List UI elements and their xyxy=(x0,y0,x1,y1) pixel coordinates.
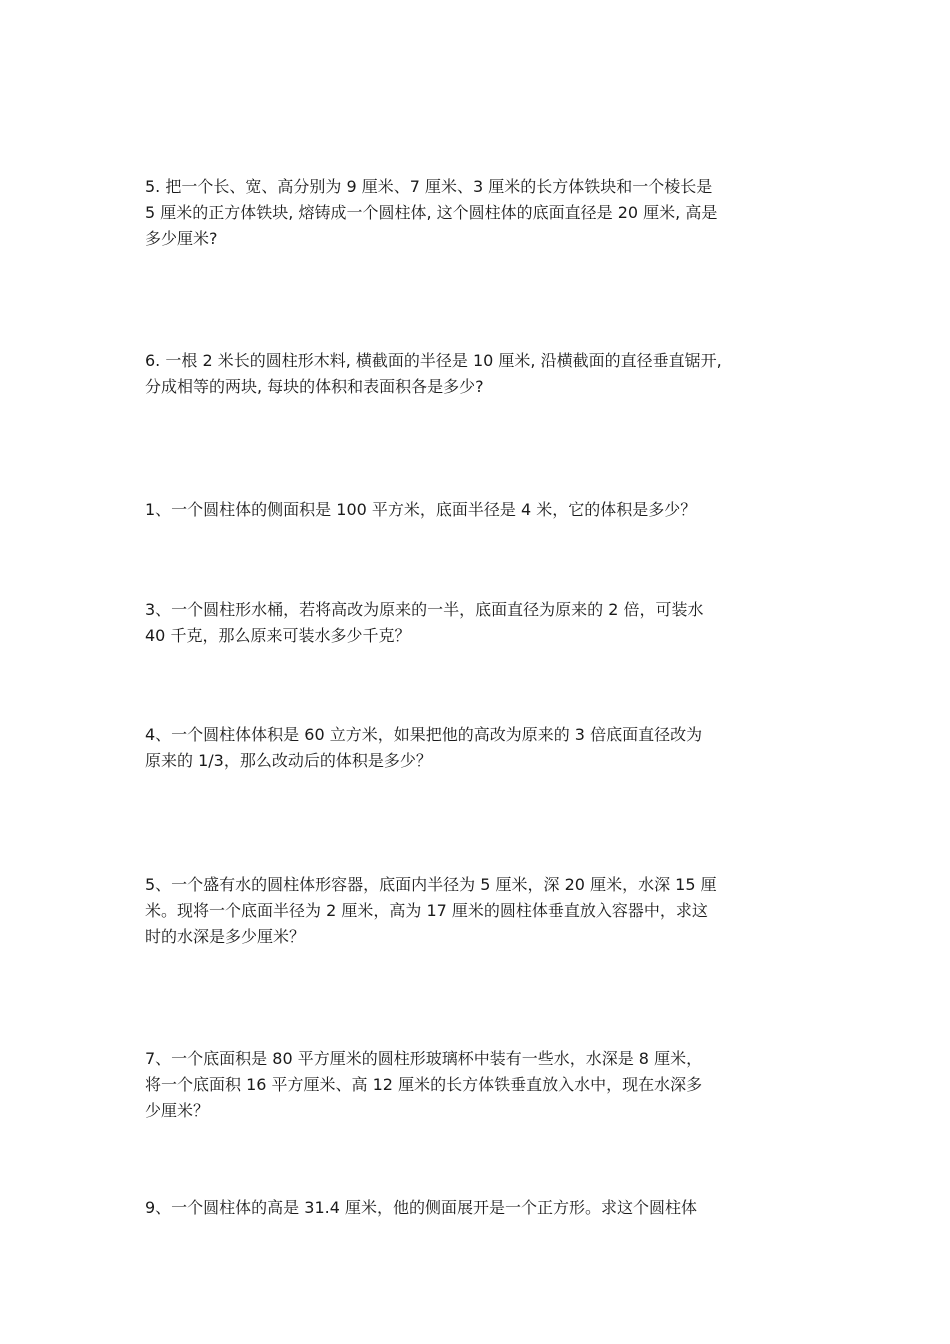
problem-line: 1、一个圆柱体的侧面积是 100 平方米，底面半径是 4 米，它的体积是多少？ xyxy=(145,500,697,519)
problem-line: 5、一个盛有水的圆柱体形容器，底面内半径为 5 厘米，深 20 厘米，水深 15 厘 xyxy=(145,875,717,894)
problem-4-changed-volume xyxy=(145,722,810,774)
problem-line: 少厘米？ xyxy=(145,1101,210,1120)
problem-line: 9、一个圆柱体的高是 31.4 厘米，他的侧面展开是一个正方形。求这个圆柱体 xyxy=(145,1198,697,1217)
problem-line: 米。现将一个底面半径为 2 厘米，高为 17 厘米的圆柱体垂直放入容器中，求这 xyxy=(145,901,708,920)
problem-line: 7、一个底面积是 80 平方厘米的圆柱形玻璃杯中装有一些水，水深是 8 厘米， xyxy=(145,1049,703,1068)
problem-line: 5. 把一个长、宽、高分别为 9 厘米、7 厘米、3 厘米的长方体铁块和一个棱长是 xyxy=(145,177,713,196)
problem-1-cylinder-volume xyxy=(145,497,810,523)
problem-line: 时的水深是多少厘米？ xyxy=(145,927,306,946)
problem-5-iron-casting xyxy=(145,174,810,252)
problem-line: 多少厘米? xyxy=(145,229,218,248)
problem-line: 将一个底面积 16 平方厘米、高 12 厘米的长方体铁垂直放入水中，现在水深多 xyxy=(145,1075,703,1094)
problem-line: 分成相等的两块, 每块的体积和表面积各是多少? xyxy=(145,377,484,396)
problem-line: 6. 一根 2 米长的圆柱形木料, 横截面的半径是 10 厘米, 沿横截面的直径垂直锯开, xyxy=(145,351,722,370)
problem-line: 4、一个圆柱体体积是 60 立方米，如果把他的高改为原来的 3 倍底面直径改为 xyxy=(145,725,703,744)
problem-line: 原来的 1/3，那么改动后的体积是多少？ xyxy=(145,751,432,770)
problem-line: 40 千克，那么原来可装水多少千克？ xyxy=(145,626,411,645)
problem-9-square-lateral-surface xyxy=(145,1195,810,1221)
problem-3-water-bucket xyxy=(145,597,810,649)
problem-5-water-depth xyxy=(145,872,810,950)
problem-line: 5 厘米的正方体铁块, 熔铸成一个圆柱体, 这个圆柱体的底面直径是 20 厘米, 高是 xyxy=(145,203,718,222)
problem-7-glass-cup xyxy=(145,1046,810,1124)
problem-6-timber-split xyxy=(145,348,810,400)
problem-line: 3、一个圆柱形水桶，若将高改为原来的一半，底面直径为原来的 2 倍，可装水 xyxy=(145,600,704,619)
